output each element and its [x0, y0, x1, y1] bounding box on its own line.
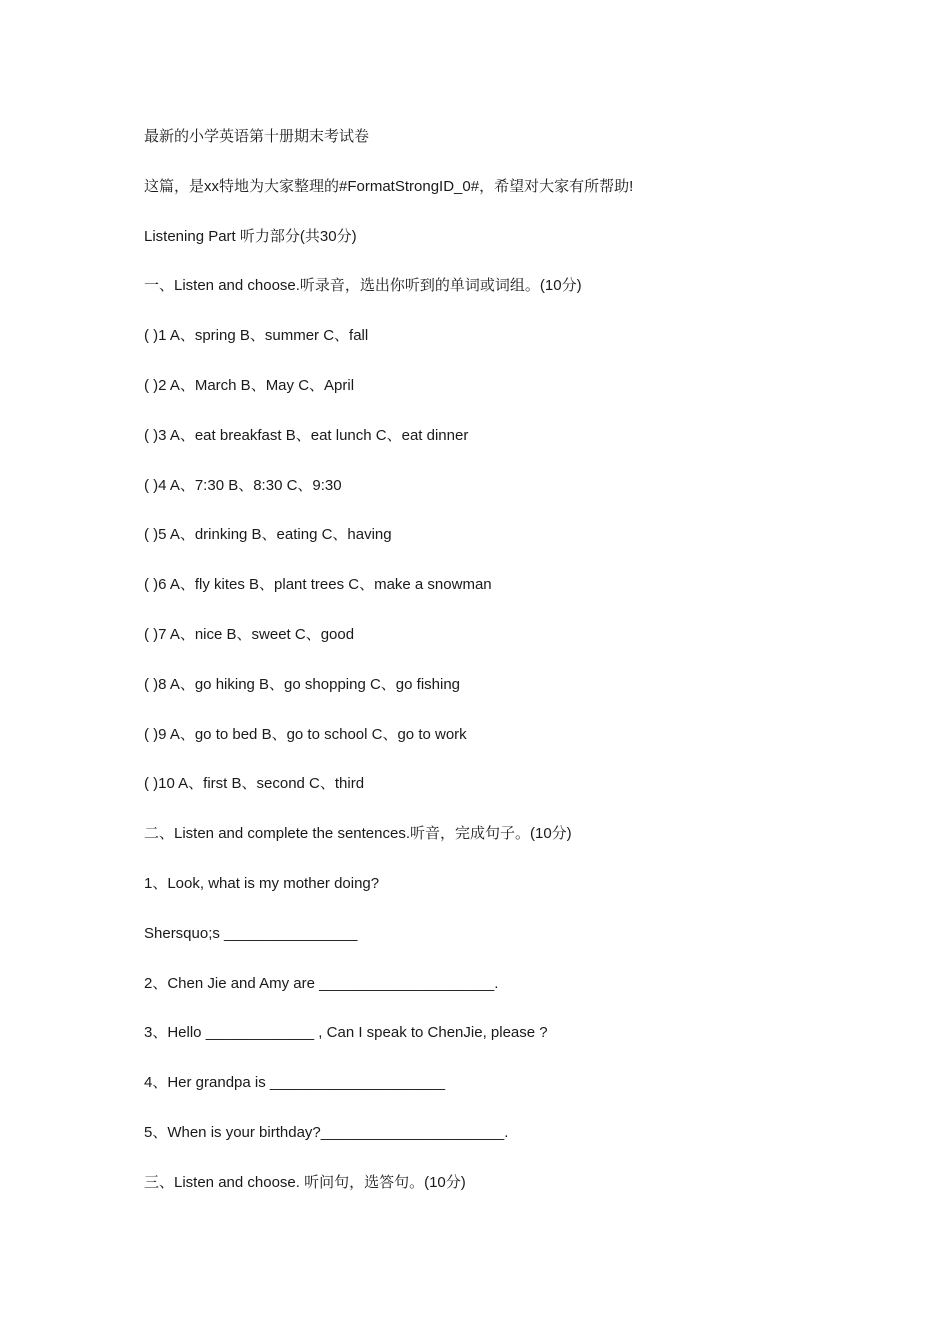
document-body: [144, 124, 844, 1220]
question-2: ( )2 A、March B、May C、April: [144, 376, 355, 394]
section-heading-listening: Listening Part 听力部分(共30分): [144, 227, 357, 245]
question-3: ( )3 A、eat breakfast B、eat lunch C、eat dinner: [144, 426, 469, 444]
question-5: ( )5 A、drinking B、eating C、having: [144, 526, 392, 544]
document-title: 最新的小学英语第十册期末考试卷: [144, 128, 370, 145]
question-1: ( )1 A、spring B、summer C、fall: [144, 327, 369, 345]
part-three-heading: 三、Listen and choose. 听问句，选答句。(10分): [144, 1173, 466, 1191]
question-9: ( )9 A、go to bed B、go to school C、go to work: [144, 725, 467, 743]
sentence-3: 3、Hello _____________ , Can I speak to ChenJie, please ?: [144, 1024, 548, 1042]
sentence-5: 5、When is your birthday?______________________.: [144, 1123, 509, 1141]
sentence-2: 2、Chen Jie and Amy are _____________________.: [144, 974, 499, 992]
sentence-1: 1、Look, what is my mother doing?: [144, 874, 380, 892]
question-10: ( )10 A、first B、second C、third: [144, 775, 365, 793]
intro-text: 这篇，是xx特地为大家整理的#FormatStrongID_0#，希望对大家有所帮助!: [144, 177, 634, 195]
question-6: ( )6 A、fly kites B、plant trees C、make a snowman: [144, 576, 492, 594]
part-two-heading: 二、Listen and complete the sentences.听音，完成句子。(10分): [144, 825, 572, 843]
sentence-4: 4、Her grandpa is _____________________: [144, 1074, 446, 1092]
part-one-heading: 一、Listen and choose.听录音，选出你听到的单词或词组。(10分): [144, 277, 582, 295]
question-4: ( )4 A、7:30 B、8:30 C、9:30: [144, 476, 342, 494]
sentence-1-answer: Shersquo;s ________________: [144, 924, 358, 942]
question-7: ( )7 A、nice B、sweet C、good: [144, 625, 355, 643]
question-8: ( )8 A、go hiking B、go shopping C、go fishing: [144, 675, 461, 693]
